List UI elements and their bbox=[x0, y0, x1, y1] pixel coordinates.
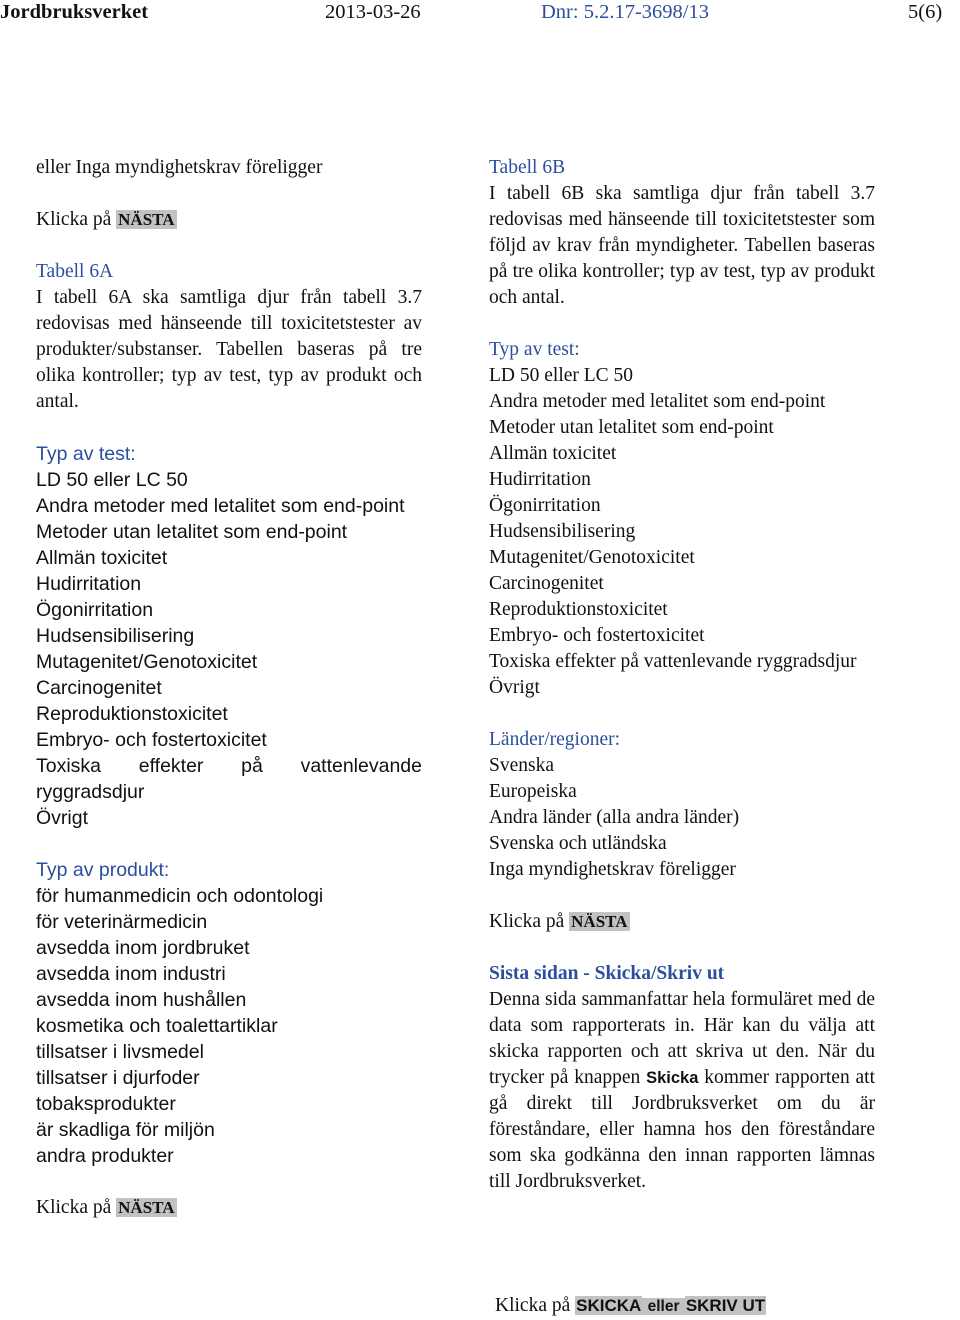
list-item: tillsatser i livsmedel bbox=[36, 1041, 204, 1063]
klicka-prefix: Klicka på bbox=[36, 1197, 117, 1218]
right-column bbox=[489, 155, 875, 1195]
list-item: Reproduktionstoxicitet bbox=[489, 599, 668, 620]
list-item: Svenska bbox=[489, 755, 554, 776]
header-dnr: Dnr: 5.2.17-3698/13 bbox=[541, 1, 709, 23]
list-item: Carcinogenitet bbox=[36, 677, 162, 699]
tabell-6a-heading: Tabell 6A bbox=[36, 261, 114, 282]
list-item: Övrigt bbox=[36, 807, 89, 829]
list-item: Embryo- och fostertoxicitet bbox=[489, 625, 705, 646]
list-item: Toxiska effekter på vattenlevande ryggradsdjur bbox=[489, 651, 857, 672]
list-item: Andra länder (alla andra länder) bbox=[489, 807, 740, 828]
header-org: Jordbruksverket bbox=[0, 1, 149, 23]
list-item: Reproduktionstoxicitet bbox=[36, 703, 228, 725]
list-item: tillsatser i djurfoder bbox=[36, 1067, 200, 1089]
skriv-ut-label: SKRIV UT bbox=[685, 1296, 766, 1315]
typ-av-test-list bbox=[36, 467, 422, 831]
list-item: är skadliga för miljön bbox=[36, 1119, 215, 1141]
sista-sidan-text: kommer rapporten att gå direkt till Jordbruksverket om du är föreståndare, eller hamna hos den föreståndare som ska godkänna den innan rapporten lämnas till Jordbruksverket. bbox=[489, 1067, 875, 1192]
list-item: Hudsensibilisering bbox=[489, 521, 636, 542]
page-header bbox=[0, 0, 960, 24]
nasta-button-label: NÄSTA bbox=[118, 210, 175, 229]
list-item: Toxiska effekter på vattenlevande ryggradsdjur bbox=[36, 755, 422, 803]
list-item: Mutagenitet/Genotoxicitet bbox=[489, 547, 695, 568]
klicka-nasta-instruction bbox=[36, 207, 422, 233]
typ-av-test-heading: Typ av test: bbox=[489, 339, 580, 360]
list-item: för humanmedicin och odontologi bbox=[36, 885, 324, 907]
list-item: Allmän toxicitet bbox=[36, 547, 168, 569]
list-item: Hudirritation bbox=[489, 469, 591, 490]
list-item: Carcinogenitet bbox=[489, 573, 604, 594]
list-item: LD 50 eller LC 50 bbox=[489, 365, 634, 386]
typ-av-test-heading: Typ av test: bbox=[36, 443, 136, 465]
tabell-6a-body: I tabell 6A ska samtliga djur från tabell 3.7 redovisas med hänseende till toxicitetstester av produkter/substanser. Tabellen baseras på tre olika kontroller; typ av test, typ av produkt och antal. bbox=[36, 287, 422, 412]
typ-av-produkt-heading: Typ av produkt: bbox=[36, 859, 170, 881]
list-item: Metoder utan letalitet som end-point bbox=[489, 417, 774, 438]
lander-regioner-heading: Länder/regioner: bbox=[489, 729, 621, 750]
list-item: avsedda inom jordbruket bbox=[36, 937, 250, 959]
list-item: avsedda inom industri bbox=[36, 963, 226, 985]
list-item: Mutagenitet/Genotoxicitet bbox=[36, 651, 258, 673]
typ-av-produkt-list bbox=[36, 883, 422, 1169]
klicka-prefix: Klicka på bbox=[495, 1295, 576, 1316]
header-page-number: 5(6) bbox=[908, 1, 943, 23]
list-item: tobaksprodukter bbox=[36, 1093, 176, 1115]
klicka-nasta-instruction bbox=[36, 1195, 422, 1221]
list-item: Andra metoder med letalitet som end-point bbox=[489, 391, 826, 412]
list-item: Övrigt bbox=[489, 677, 540, 698]
list-item: Allmän toxicitet bbox=[489, 443, 617, 464]
klicka-prefix: Klicka på bbox=[36, 209, 117, 230]
list-item: Ögonirritation bbox=[489, 495, 601, 516]
skicka-button-label: Skicka bbox=[646, 1069, 699, 1087]
list-item: kosmetika och toalettartiklar bbox=[36, 1015, 278, 1037]
list-item: Svenska och utländska bbox=[489, 833, 667, 854]
tabell-6b-heading: Tabell 6B bbox=[489, 157, 566, 178]
list-item: andra produkter bbox=[36, 1145, 174, 1167]
list-item: Hudirritation bbox=[36, 573, 142, 595]
header-date: 2013-03-26 bbox=[325, 1, 421, 23]
lander-list bbox=[489, 753, 875, 883]
klicka-nasta-instruction bbox=[489, 909, 875, 935]
eller-label: eller bbox=[643, 1298, 684, 1315]
sista-sidan-body bbox=[489, 987, 875, 1195]
list-item bbox=[36, 493, 422, 519]
intro-text: eller Inga myndighetskrav föreligger bbox=[36, 157, 323, 178]
list-item: Inga myndighetskrav föreligger bbox=[489, 859, 736, 880]
list-item: Ögonirritation bbox=[36, 599, 154, 621]
list-item: avsedda inom hushållen bbox=[36, 989, 247, 1011]
list-item: Embryo- och fostertoxicitet bbox=[36, 729, 267, 751]
list-item: Europeiska bbox=[489, 781, 577, 802]
list-item: Metoder utan letalitet som end-point bbox=[36, 521, 348, 543]
typ-av-test-list bbox=[489, 363, 875, 701]
skicka-label: SKICKA bbox=[576, 1296, 642, 1315]
list-item: för veterinärmedicin bbox=[36, 911, 208, 933]
list-item: Hudsensibilisering bbox=[36, 625, 195, 647]
sista-sidan-text: Denna sida sammanfattar hela formuläret med de data som rapporterats in. Här kan du välja att skicka rapporten och att skriva ut den. När du trycker på knappen bbox=[489, 989, 875, 1088]
footer-instruction bbox=[495, 1293, 766, 1320]
list-item: LD 50 eller LC 50 bbox=[36, 469, 188, 491]
nasta-button-label: NÄSTA bbox=[571, 912, 628, 931]
klicka-prefix: Klicka på bbox=[489, 911, 570, 932]
list-item-text: Andra metoder med letalitet som end-point bbox=[36, 495, 405, 517]
tabell-6b-body: I tabell 6B ska samtliga djur från tabell 3.7 redovisas med hänseende till toxicitetstester som följd av krav från myndigheter. Tabellen baseras på tre olika kontroller; typ av test, typ av produkt och antal. bbox=[489, 183, 875, 308]
left-column bbox=[36, 155, 422, 1221]
sista-sidan-heading: Sista sidan - Skicka/Skriv ut bbox=[489, 963, 725, 984]
nasta-button-label: NÄSTA bbox=[118, 1198, 175, 1217]
